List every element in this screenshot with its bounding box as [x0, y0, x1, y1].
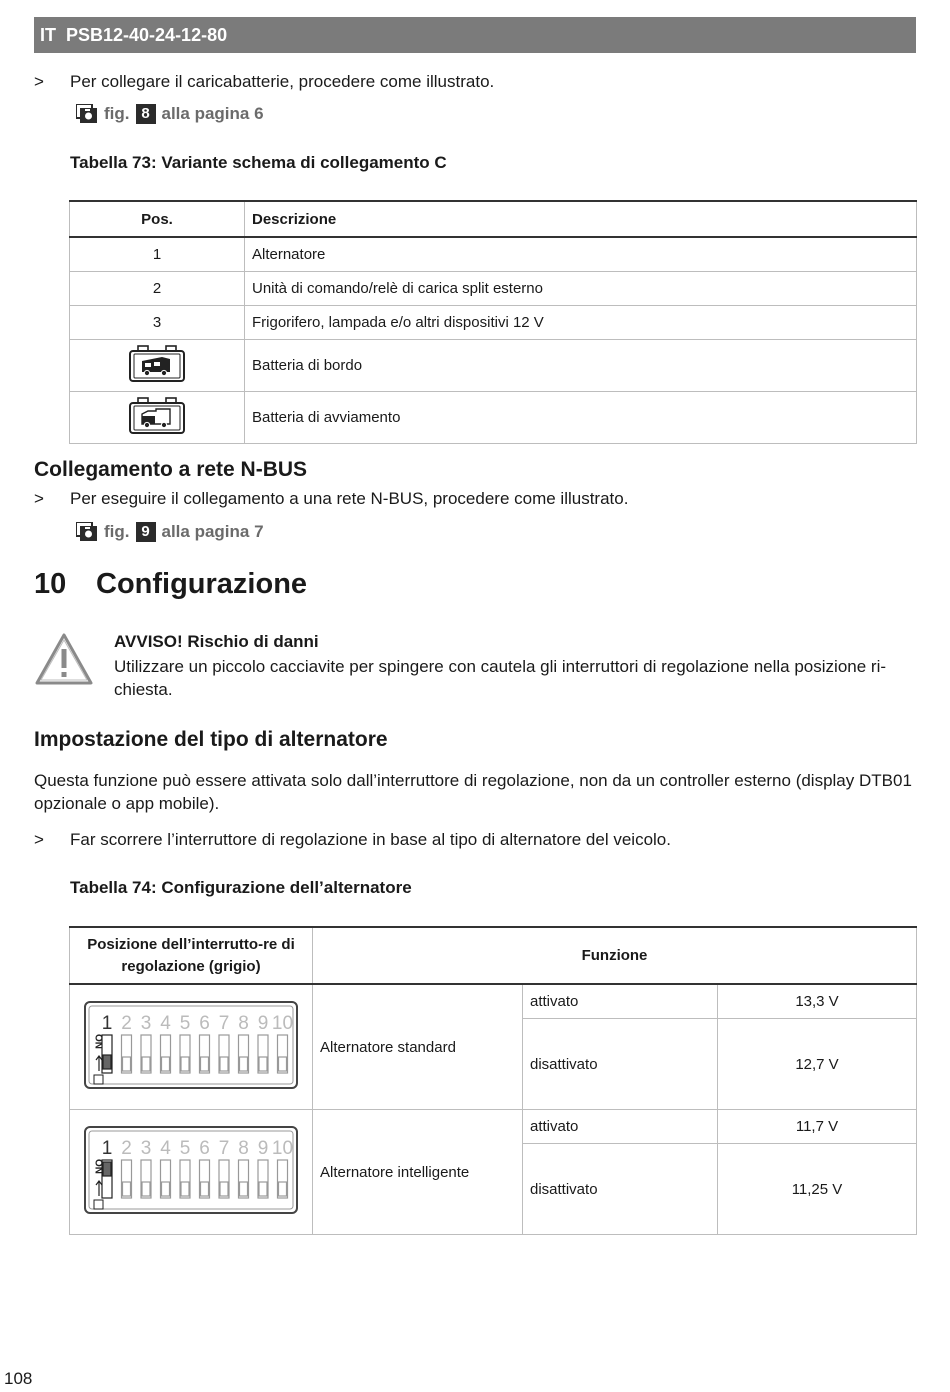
dip-number: 3 [140, 1138, 152, 1159]
section-title-nbus: Collegamento a rete N-BUS [34, 458, 308, 481]
dip-number: 1 [101, 1138, 113, 1159]
table-row [70, 237, 917, 272]
bullet-marker: > [34, 830, 44, 849]
state-cell: attivato [523, 984, 718, 1019]
state-cell: disattivato [523, 1019, 718, 1110]
dip-switch-knob [220, 1182, 228, 1196]
dip-number: 6 [199, 1138, 210, 1159]
dip-number: 2 [121, 1138, 132, 1159]
dip-switch-knob [279, 1057, 287, 1071]
desc-cell: Alternatore [245, 237, 917, 272]
column-header-pos: Pos. [70, 201, 245, 237]
bullet-marker: > [34, 72, 44, 91]
desc-cell: Batteria di avviamento [245, 392, 917, 444]
alternator-config-table [69, 926, 917, 1235]
fig-page: alla pagina 6 [161, 104, 264, 123]
dip-number: 9 [257, 1138, 269, 1159]
voltage-cell: 13,3 V [718, 984, 917, 1019]
fig-label: fig. [104, 104, 130, 123]
alternator-paragraph: Questa funzione può essere attivata solo dall’interruttore di regolazione, non da un controller esterno (display DTB01 opzionale o app mobile). [34, 771, 912, 813]
warning-triangle-icon [34, 632, 94, 686]
arrow-up-icon [96, 1181, 102, 1196]
chapter-heading [34, 568, 307, 601]
section-title-alternator: Impostazione del tipo di alternatore [34, 728, 388, 751]
pos-cell: 3 [70, 306, 245, 340]
fig-number: 9 [136, 522, 156, 542]
dip-switch-knob [220, 1057, 228, 1071]
desc-cell: Frigorifero, lampada e/o altri dispositivi 12 V [245, 306, 917, 340]
state-cell: disattivato [523, 1144, 718, 1235]
dip-switch-icon [77, 999, 305, 1091]
dip-switch-icon [77, 1124, 305, 1216]
dip-switch-knob [181, 1182, 189, 1196]
table-row [70, 1110, 917, 1144]
dip-switch-knob [123, 1182, 131, 1196]
dip-switch-knob [162, 1182, 170, 1196]
dip-number: 10 [271, 1138, 294, 1159]
dip-number: 7 [218, 1138, 230, 1159]
dip-switch-cell [70, 984, 313, 1110]
dip-switch-knob [181, 1057, 189, 1071]
dip-switch-cell [70, 1110, 313, 1235]
dip-number: 10 [271, 1013, 294, 1034]
dip-number: 4 [160, 1013, 171, 1034]
dip-switch-knob [279, 1182, 287, 1196]
dip-switch-knob [201, 1182, 209, 1196]
language-code: IT [40, 24, 56, 45]
dip-switch-knob [240, 1057, 248, 1071]
column-header-function: Funzione [313, 927, 917, 984]
arrow-up-icon [96, 1056, 102, 1071]
dip-number: 2 [121, 1013, 132, 1034]
dip-number: 1 [101, 1013, 113, 1034]
dip-on-label: ON [92, 1034, 104, 1049]
table-row [70, 392, 917, 444]
dip-number: 8 [238, 1013, 249, 1034]
table-row [70, 340, 917, 392]
dip-switch-knob [123, 1057, 131, 1071]
page-header [34, 17, 916, 53]
alternator-type: Alternatore intelligente [313, 1110, 523, 1235]
dip-switch-knob [240, 1182, 248, 1196]
dip-number: 7 [218, 1013, 230, 1034]
chapter-number: 10 [34, 568, 67, 600]
camera-icon [76, 104, 98, 124]
model-name: PSB12-40-24-12-80 [66, 24, 228, 45]
voltage-cell: 11,25 V [718, 1144, 917, 1235]
desc-cell: Unità di comando/relè di carica split esterno [245, 272, 917, 306]
column-header-description: Descrizione [245, 201, 917, 237]
figure-reference-9[interactable] [76, 522, 264, 542]
dip-number: 3 [140, 1013, 152, 1034]
state-cell: attivato [523, 1110, 718, 1144]
pos-cell [70, 340, 245, 392]
pos-cell: 1 [70, 237, 245, 272]
table-caption: Tabella 74: Configurazione dell’alternatore [70, 878, 412, 897]
pos-cell [70, 392, 245, 444]
table-row [70, 272, 917, 306]
table-caption: Tabella 73: Variante schema di collegamento C [70, 153, 447, 172]
starter-battery-icon [128, 397, 186, 435]
warning-text: Utilizzare un piccolo cacciavite per spingere con cautela gli interruttori di regolazione nella posizione ri-chiesta. [114, 657, 887, 699]
camera-icon [76, 522, 98, 542]
chapter-title: Configurazione [96, 568, 308, 600]
dip-switch-knob [259, 1057, 267, 1071]
alternator-type: Alternatore standard [313, 984, 523, 1110]
warning-title: AVVISO! Rischio di danni [114, 632, 319, 651]
fig-number: 8 [136, 104, 156, 124]
connection-table [69, 200, 917, 444]
table-row [70, 984, 917, 1019]
dip-number: 5 [179, 1013, 191, 1034]
page-number: 108 [4, 1369, 33, 1388]
dip-number: 4 [160, 1138, 171, 1159]
dip-switch-knob [103, 1055, 111, 1069]
column-header-position: Posizione dell’interrutto-re di regolazione (grigio) [70, 927, 313, 984]
bullet-marker: > [34, 489, 44, 508]
voltage-cell: 11,7 V [718, 1110, 917, 1144]
figure-reference-8[interactable] [76, 104, 264, 124]
dip-switch-knob [201, 1057, 209, 1071]
dip-switch-knob [162, 1057, 170, 1071]
pos-cell: 2 [70, 272, 245, 306]
dip-switch-knob [142, 1182, 150, 1196]
charger-instruction: Per collegare il caricabatterie, procedere come illustrato. [70, 72, 495, 91]
voltage-cell: 12,7 V [718, 1019, 917, 1110]
nbus-instruction: Per eseguire il collegamento a una rete N-BUS, procedere come illustrato. [70, 489, 629, 508]
dip-number: 9 [257, 1013, 269, 1034]
alternator-instruction: Far scorrere l’interruttore di regolazione in base al tipo di alternatore del veicolo. [70, 830, 671, 849]
dip-switch-knob [103, 1162, 111, 1176]
house-battery-icon [128, 345, 186, 383]
dip-number: 6 [199, 1013, 210, 1034]
dip-on-label: ON [92, 1159, 104, 1174]
desc-cell: Batteria di bordo [245, 340, 917, 392]
dip-number: 8 [238, 1138, 249, 1159]
dip-number: 5 [179, 1138, 191, 1159]
dip-switch-knob [142, 1057, 150, 1071]
fig-label: fig. [104, 522, 130, 541]
fig-page: alla pagina 7 [161, 522, 264, 541]
table-row [70, 306, 917, 340]
dip-switch-knob [259, 1182, 267, 1196]
